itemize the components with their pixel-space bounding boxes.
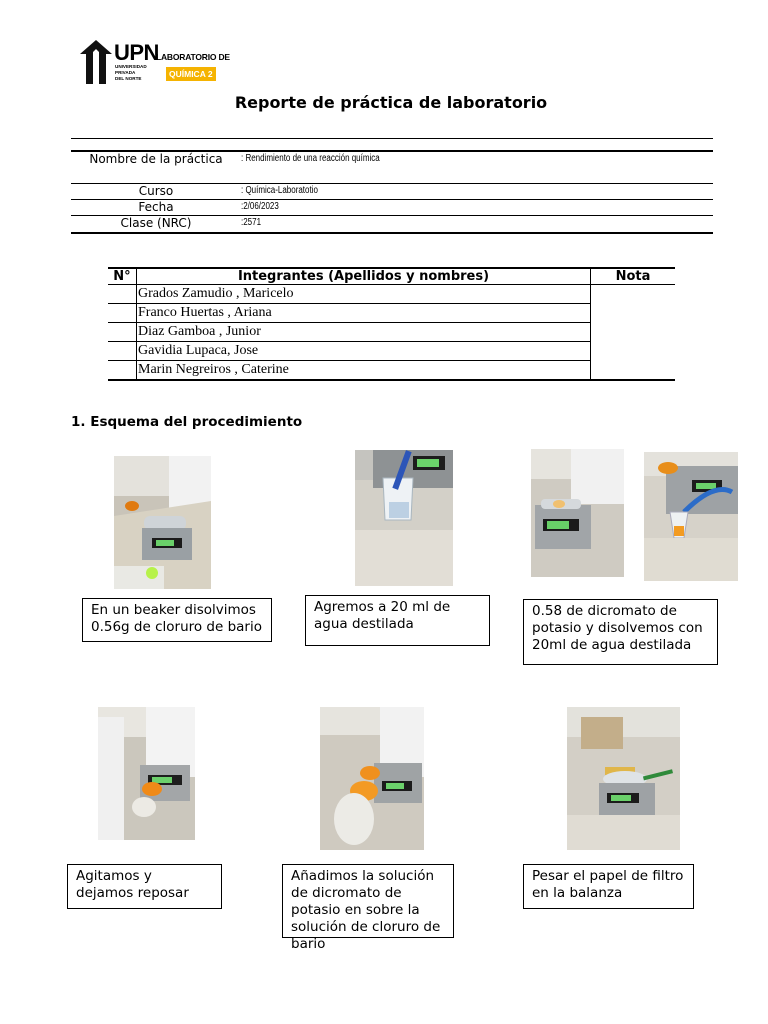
step-5-photo [320, 707, 424, 850]
table-row [108, 304, 675, 323]
info-key: Clase (NRC) [120, 215, 192, 230]
step-2-photo [355, 450, 453, 586]
info-row [71, 215, 713, 231]
info-row [71, 199, 713, 215]
info-bottom-rule [71, 232, 713, 234]
header-number: N° [108, 268, 137, 285]
step-4-caption: Agitamos y dejamos reposar [67, 864, 222, 909]
logo-brand: UPN [114, 40, 159, 65]
member-name: Gavidia Lupaca, Jose [137, 342, 591, 361]
practice-info-table [71, 151, 713, 231]
step-1-caption: En un beaker disolvimos 0.56g de cloruro de bario [82, 598, 272, 642]
info-key: Curso [71, 183, 241, 199]
step-4-photo [98, 707, 195, 840]
step-3-photo-a [531, 449, 624, 577]
header-grade: Nota [591, 268, 676, 285]
table-row [108, 323, 675, 342]
step-6-photo [567, 707, 680, 850]
step-6-caption: Pesar el papel de filtro en la balanza [523, 864, 694, 909]
step-5-caption: Añadimos la solución de dicromato de potasio en sobre la solución de cloruro de bario [282, 864, 454, 938]
step-3-photo-b [644, 452, 738, 581]
info-key: Fecha [71, 199, 241, 215]
table-row [108, 342, 675, 361]
info-row [71, 151, 713, 183]
step-1-photo [114, 456, 211, 589]
member-name: Marin Negreiros , Caterine [137, 361, 591, 381]
logo-subtitle: UNIVERSIDAD PRIVADA DEL NORTE [115, 64, 147, 81]
upn-logo [80, 40, 240, 88]
member-name: Grados Zamudio , Maricelo [137, 285, 591, 304]
upn-arrow-icon [80, 40, 114, 84]
members-header-row [108, 268, 675, 285]
info-row [71, 183, 713, 199]
info-value: :2571 [241, 216, 262, 228]
header-members: Integrantes (Apellidos y nombres) [137, 268, 591, 285]
member-name: Diaz Gamboa , Junior [137, 323, 591, 342]
members-table [108, 267, 675, 381]
step-3-caption: 0.58 de dicromato de potasio y disolvemos con 20ml de agua destilada [523, 599, 718, 665]
logo-lab-label: LABORATORIO DE [156, 52, 230, 62]
grade-cell [591, 285, 676, 381]
info-key: Nombre de la práctica [71, 151, 241, 183]
info-value: :2/06/2023 [241, 199, 619, 215]
page-title: Reporte de práctica de laboratorio [234, 93, 548, 112]
member-name: Franco Huertas , Ariana [137, 304, 591, 323]
section-title: 1. Esquema del procedimiento [71, 414, 303, 430]
table-row [108, 285, 675, 304]
logo-badge: QUÍMICA 2 [166, 67, 216, 81]
table-row [108, 361, 675, 381]
info-value: : Química-Laboratotio [241, 183, 619, 199]
step-2-caption: Agremos a 20 ml de agua destilada [305, 595, 490, 646]
info-value: : Rendimiento de una reacción química [241, 151, 619, 183]
title-rule [71, 138, 713, 139]
